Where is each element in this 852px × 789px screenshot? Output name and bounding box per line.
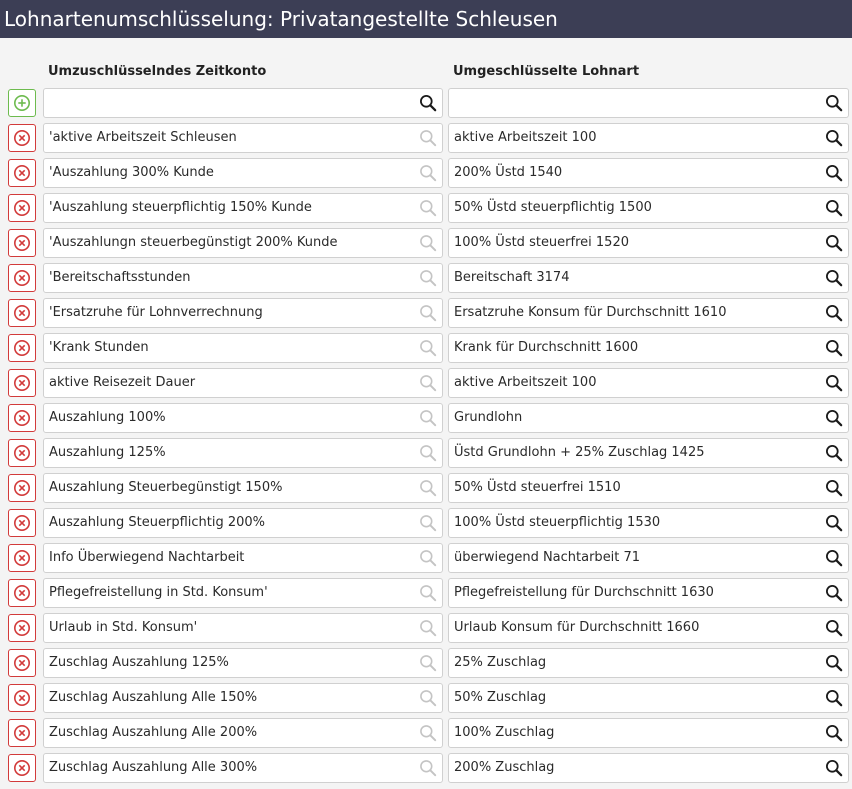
close-circle-icon	[13, 234, 31, 252]
source-account-field[interactable]	[43, 403, 443, 433]
source-account-field[interactable]	[43, 543, 443, 573]
search-icon[interactable]	[419, 339, 437, 357]
search-icon[interactable]	[419, 549, 437, 567]
remove-row-button[interactable]	[8, 159, 36, 187]
source-account-value: 'Ersatzruhe für Lohnverrechnung	[49, 305, 263, 320]
remove-row-button[interactable]	[8, 474, 36, 502]
search-icon[interactable]	[419, 724, 437, 742]
search-icon[interactable]	[825, 549, 843, 567]
mapping-row	[0, 158, 852, 193]
mapping-row	[0, 578, 852, 613]
target-wage-type-value: Urlaub Konsum für Durchschnitt 1660	[454, 620, 700, 635]
target-wage-type-field[interactable]	[448, 158, 849, 188]
search-icon[interactable]	[419, 444, 437, 462]
target-wage-type-field[interactable]	[448, 228, 849, 258]
search-icon[interactable]	[825, 304, 843, 322]
source-account-value: Zuschlag Auszahlung Alle 200%	[49, 725, 258, 740]
source-account-field[interactable]	[43, 508, 443, 538]
target-wage-type-value: Bereitschaft 3174	[454, 270, 570, 285]
close-circle-icon	[13, 514, 31, 532]
source-account-value: Auszahlung Steuerbegünstigt 150%	[49, 480, 283, 495]
target-wage-type-value: 100% Üstd steuerpflichtig 1530	[454, 515, 661, 530]
search-icon[interactable]	[419, 374, 437, 392]
search-icon[interactable]	[825, 94, 843, 112]
remove-row-button[interactable]	[8, 579, 36, 607]
mapping-row	[0, 123, 852, 158]
mapping-row	[0, 508, 852, 543]
source-account-field[interactable]	[43, 683, 443, 713]
mapping-row	[0, 543, 852, 578]
source-account-field[interactable]	[43, 718, 443, 748]
close-circle-icon	[13, 689, 31, 707]
search-icon[interactable]	[825, 584, 843, 602]
close-circle-icon	[13, 654, 31, 672]
search-icon[interactable]	[825, 339, 843, 357]
source-account-value: 'aktive Arbeitszeit Schleusen	[49, 130, 237, 145]
target-wage-type-value: Üstd Grundlohn + 25% Zuschlag 1425	[454, 445, 705, 460]
mapping-row	[0, 753, 852, 788]
mapping-row	[0, 718, 852, 753]
search-icon[interactable]	[825, 759, 843, 777]
target-wage-type-field[interactable]	[448, 543, 849, 573]
target-wage-type-value: Krank für Durchschnitt 1600	[454, 340, 639, 355]
target-wage-type-value: 50% Üstd steuerpflichtig 1500	[454, 200, 652, 215]
window-title: Lohnartenumschlüsselung: Privatangestellte Schleusen	[0, 0, 852, 38]
source-account-value: Auszahlung Steuerpflichtig 200%	[49, 515, 266, 530]
source-account-value: Auszahlung 125%	[49, 445, 166, 460]
search-icon[interactable]	[419, 199, 437, 217]
close-circle-icon	[13, 269, 31, 287]
target-wage-type-value: Pflegefreistellung für Durchschnitt 1630	[454, 585, 714, 600]
search-icon[interactable]	[419, 619, 437, 637]
search-icon[interactable]	[825, 129, 843, 147]
source-account-field[interactable]	[43, 263, 443, 293]
search-icon[interactable]	[825, 409, 843, 427]
source-account-value: 'Auszahlungn steuerbegünstigt 200% Kunde	[49, 235, 338, 250]
search-icon[interactable]	[825, 269, 843, 287]
search-icon[interactable]	[419, 689, 437, 707]
close-circle-icon	[13, 619, 31, 637]
source-account-field[interactable]	[43, 123, 443, 153]
mapping-row	[0, 403, 852, 438]
source-account-field[interactable]	[43, 753, 443, 783]
remove-row-button[interactable]	[8, 509, 36, 537]
remove-row-button[interactable]	[8, 719, 36, 747]
remove-row-button[interactable]	[8, 369, 36, 397]
new-source-input[interactable]	[43, 88, 443, 118]
search-icon[interactable]	[419, 584, 437, 602]
remove-row-button[interactable]	[8, 334, 36, 362]
search-icon[interactable]	[419, 94, 437, 112]
plus-circle-icon	[13, 94, 31, 112]
column-headers	[0, 38, 852, 88]
target-wage-type-value: Grundlohn	[454, 410, 523, 425]
close-circle-icon	[13, 549, 31, 567]
close-circle-icon	[13, 164, 31, 182]
source-account-value: Zuschlag Auszahlung 125%	[49, 655, 229, 670]
close-circle-icon	[13, 584, 31, 602]
search-icon[interactable]	[419, 164, 437, 182]
target-wage-type-value: 50% Üstd steuerfrei 1510	[454, 480, 621, 495]
target-wage-type-field[interactable]	[448, 263, 849, 293]
search-icon[interactable]	[825, 374, 843, 392]
remove-row-button[interactable]	[8, 194, 36, 222]
search-icon[interactable]	[419, 304, 437, 322]
search-icon[interactable]	[825, 619, 843, 637]
target-wage-type-field[interactable]	[448, 333, 849, 363]
source-account-field[interactable]	[43, 648, 443, 678]
remove-row-button[interactable]	[8, 404, 36, 432]
new-target-input[interactable]	[448, 88, 849, 118]
source-account-field[interactable]	[43, 298, 443, 328]
close-circle-icon	[13, 409, 31, 427]
add-row-button[interactable]	[8, 89, 36, 117]
column-header-source: Umzuschlüsselndes Zeitkonto	[48, 64, 267, 79]
search-icon[interactable]	[825, 199, 843, 217]
target-wage-type-field[interactable]	[448, 648, 849, 678]
search-icon[interactable]	[825, 724, 843, 742]
search-icon[interactable]	[419, 234, 437, 252]
target-wage-type-field[interactable]	[448, 753, 849, 783]
mapping-row	[0, 683, 852, 718]
column-header-target: Umgeschlüsselte Lohnart	[453, 64, 640, 79]
target-wage-type-value: 100% Üstd steuerfrei 1520	[454, 235, 629, 250]
target-wage-type-value: Ersatzruhe Konsum für Durchschnitt 1610	[454, 305, 727, 320]
target-wage-type-value: 100% Zuschlag	[454, 725, 555, 740]
target-wage-type-field[interactable]	[448, 403, 849, 433]
mapping-row	[0, 368, 852, 403]
source-account-field[interactable]	[43, 438, 443, 468]
source-account-value: aktive Reisezeit Dauer	[49, 375, 196, 390]
source-account-value: Auszahlung 100%	[49, 410, 166, 425]
search-icon[interactable]	[419, 654, 437, 672]
search-icon[interactable]	[825, 164, 843, 182]
search-icon[interactable]	[825, 444, 843, 462]
remove-row-button[interactable]	[8, 229, 36, 257]
remove-row-button[interactable]	[8, 614, 36, 642]
target-wage-type-value: 25% Zuschlag	[454, 655, 547, 670]
search-icon[interactable]	[825, 689, 843, 707]
source-account-field[interactable]	[43, 368, 443, 398]
target-wage-type-value: aktive Arbeitszeit 100	[454, 375, 597, 390]
close-circle-icon	[13, 479, 31, 497]
close-circle-icon	[13, 374, 31, 392]
mapping-row	[0, 193, 852, 228]
remove-row-button[interactable]	[8, 684, 36, 712]
target-wage-type-field[interactable]	[448, 508, 849, 538]
target-wage-type-value: 200% Zuschlag	[454, 760, 555, 775]
source-account-value: Pflegefreistellung in Std. Konsum'	[49, 585, 268, 600]
close-circle-icon	[13, 339, 31, 357]
mapping-row	[0, 648, 852, 683]
new-mapping-row	[0, 88, 852, 123]
close-circle-icon	[13, 199, 31, 217]
search-icon[interactable]	[419, 269, 437, 287]
close-circle-icon	[13, 129, 31, 147]
source-account-field[interactable]	[43, 158, 443, 188]
mapping-row	[0, 438, 852, 473]
search-icon[interactable]	[419, 409, 437, 427]
source-account-value: Zuschlag Auszahlung Alle 300%	[49, 760, 258, 775]
mapping-list	[0, 88, 852, 788]
target-wage-type-field[interactable]	[448, 193, 849, 223]
target-wage-type-value: 200% Üstd 1540	[454, 165, 563, 180]
mapping-row	[0, 473, 852, 508]
remove-row-button[interactable]	[8, 299, 36, 327]
close-circle-icon	[13, 724, 31, 742]
target-wage-type-field[interactable]	[448, 298, 849, 328]
source-account-value: Info Überwiegend Nachtarbeit	[49, 550, 245, 565]
target-wage-type-field[interactable]	[448, 368, 849, 398]
mapping-row	[0, 298, 852, 333]
remove-row-button[interactable]	[8, 124, 36, 152]
source-account-field[interactable]	[43, 228, 443, 258]
search-icon[interactable]	[419, 514, 437, 532]
search-icon[interactable]	[419, 759, 437, 777]
source-account-field[interactable]	[43, 613, 443, 643]
close-circle-icon	[13, 304, 31, 322]
source-account-field[interactable]	[43, 578, 443, 608]
source-account-value: 'Krank Stunden	[49, 340, 149, 355]
search-icon[interactable]	[419, 479, 437, 497]
source-account-value: Zuschlag Auszahlung Alle 150%	[49, 690, 258, 705]
search-icon[interactable]	[419, 129, 437, 147]
target-wage-type-field[interactable]	[448, 718, 849, 748]
target-wage-type-field[interactable]	[448, 683, 849, 713]
target-wage-type-field[interactable]	[448, 438, 849, 468]
close-circle-icon	[13, 444, 31, 462]
target-wage-type-value: überwiegend Nachtarbeit 71	[454, 550, 641, 565]
mapping-row	[0, 613, 852, 648]
remove-row-button[interactable]	[8, 544, 36, 572]
mapping-row	[0, 228, 852, 263]
source-account-field[interactable]	[43, 473, 443, 503]
target-wage-type-value: 50% Zuschlag	[454, 690, 547, 705]
search-icon[interactable]	[825, 479, 843, 497]
source-account-value: 'Auszahlung steuerpflichtig 150% Kunde	[49, 200, 312, 215]
target-wage-type-field[interactable]	[448, 473, 849, 503]
search-icon[interactable]	[825, 234, 843, 252]
source-account-field[interactable]	[43, 193, 443, 223]
search-icon[interactable]	[825, 654, 843, 672]
source-account-value: Urlaub in Std. Konsum'	[49, 620, 198, 635]
target-wage-type-field[interactable]	[448, 123, 849, 153]
source-account-value: 'Auszahlung 300% Kunde	[49, 165, 214, 180]
close-circle-icon	[13, 759, 31, 777]
target-wage-type-value: aktive Arbeitszeit 100	[454, 130, 597, 145]
mapping-row	[0, 263, 852, 298]
target-wage-type-field[interactable]	[448, 578, 849, 608]
search-icon[interactable]	[825, 514, 843, 532]
remove-row-button[interactable]	[8, 439, 36, 467]
mapping-row	[0, 333, 852, 368]
remove-row-button[interactable]	[8, 649, 36, 677]
source-account-field[interactable]	[43, 333, 443, 363]
remove-row-button[interactable]	[8, 754, 36, 782]
source-account-value: 'Bereitschaftsstunden	[49, 270, 191, 285]
remove-row-button[interactable]	[8, 264, 36, 292]
target-wage-type-field[interactable]	[448, 613, 849, 643]
